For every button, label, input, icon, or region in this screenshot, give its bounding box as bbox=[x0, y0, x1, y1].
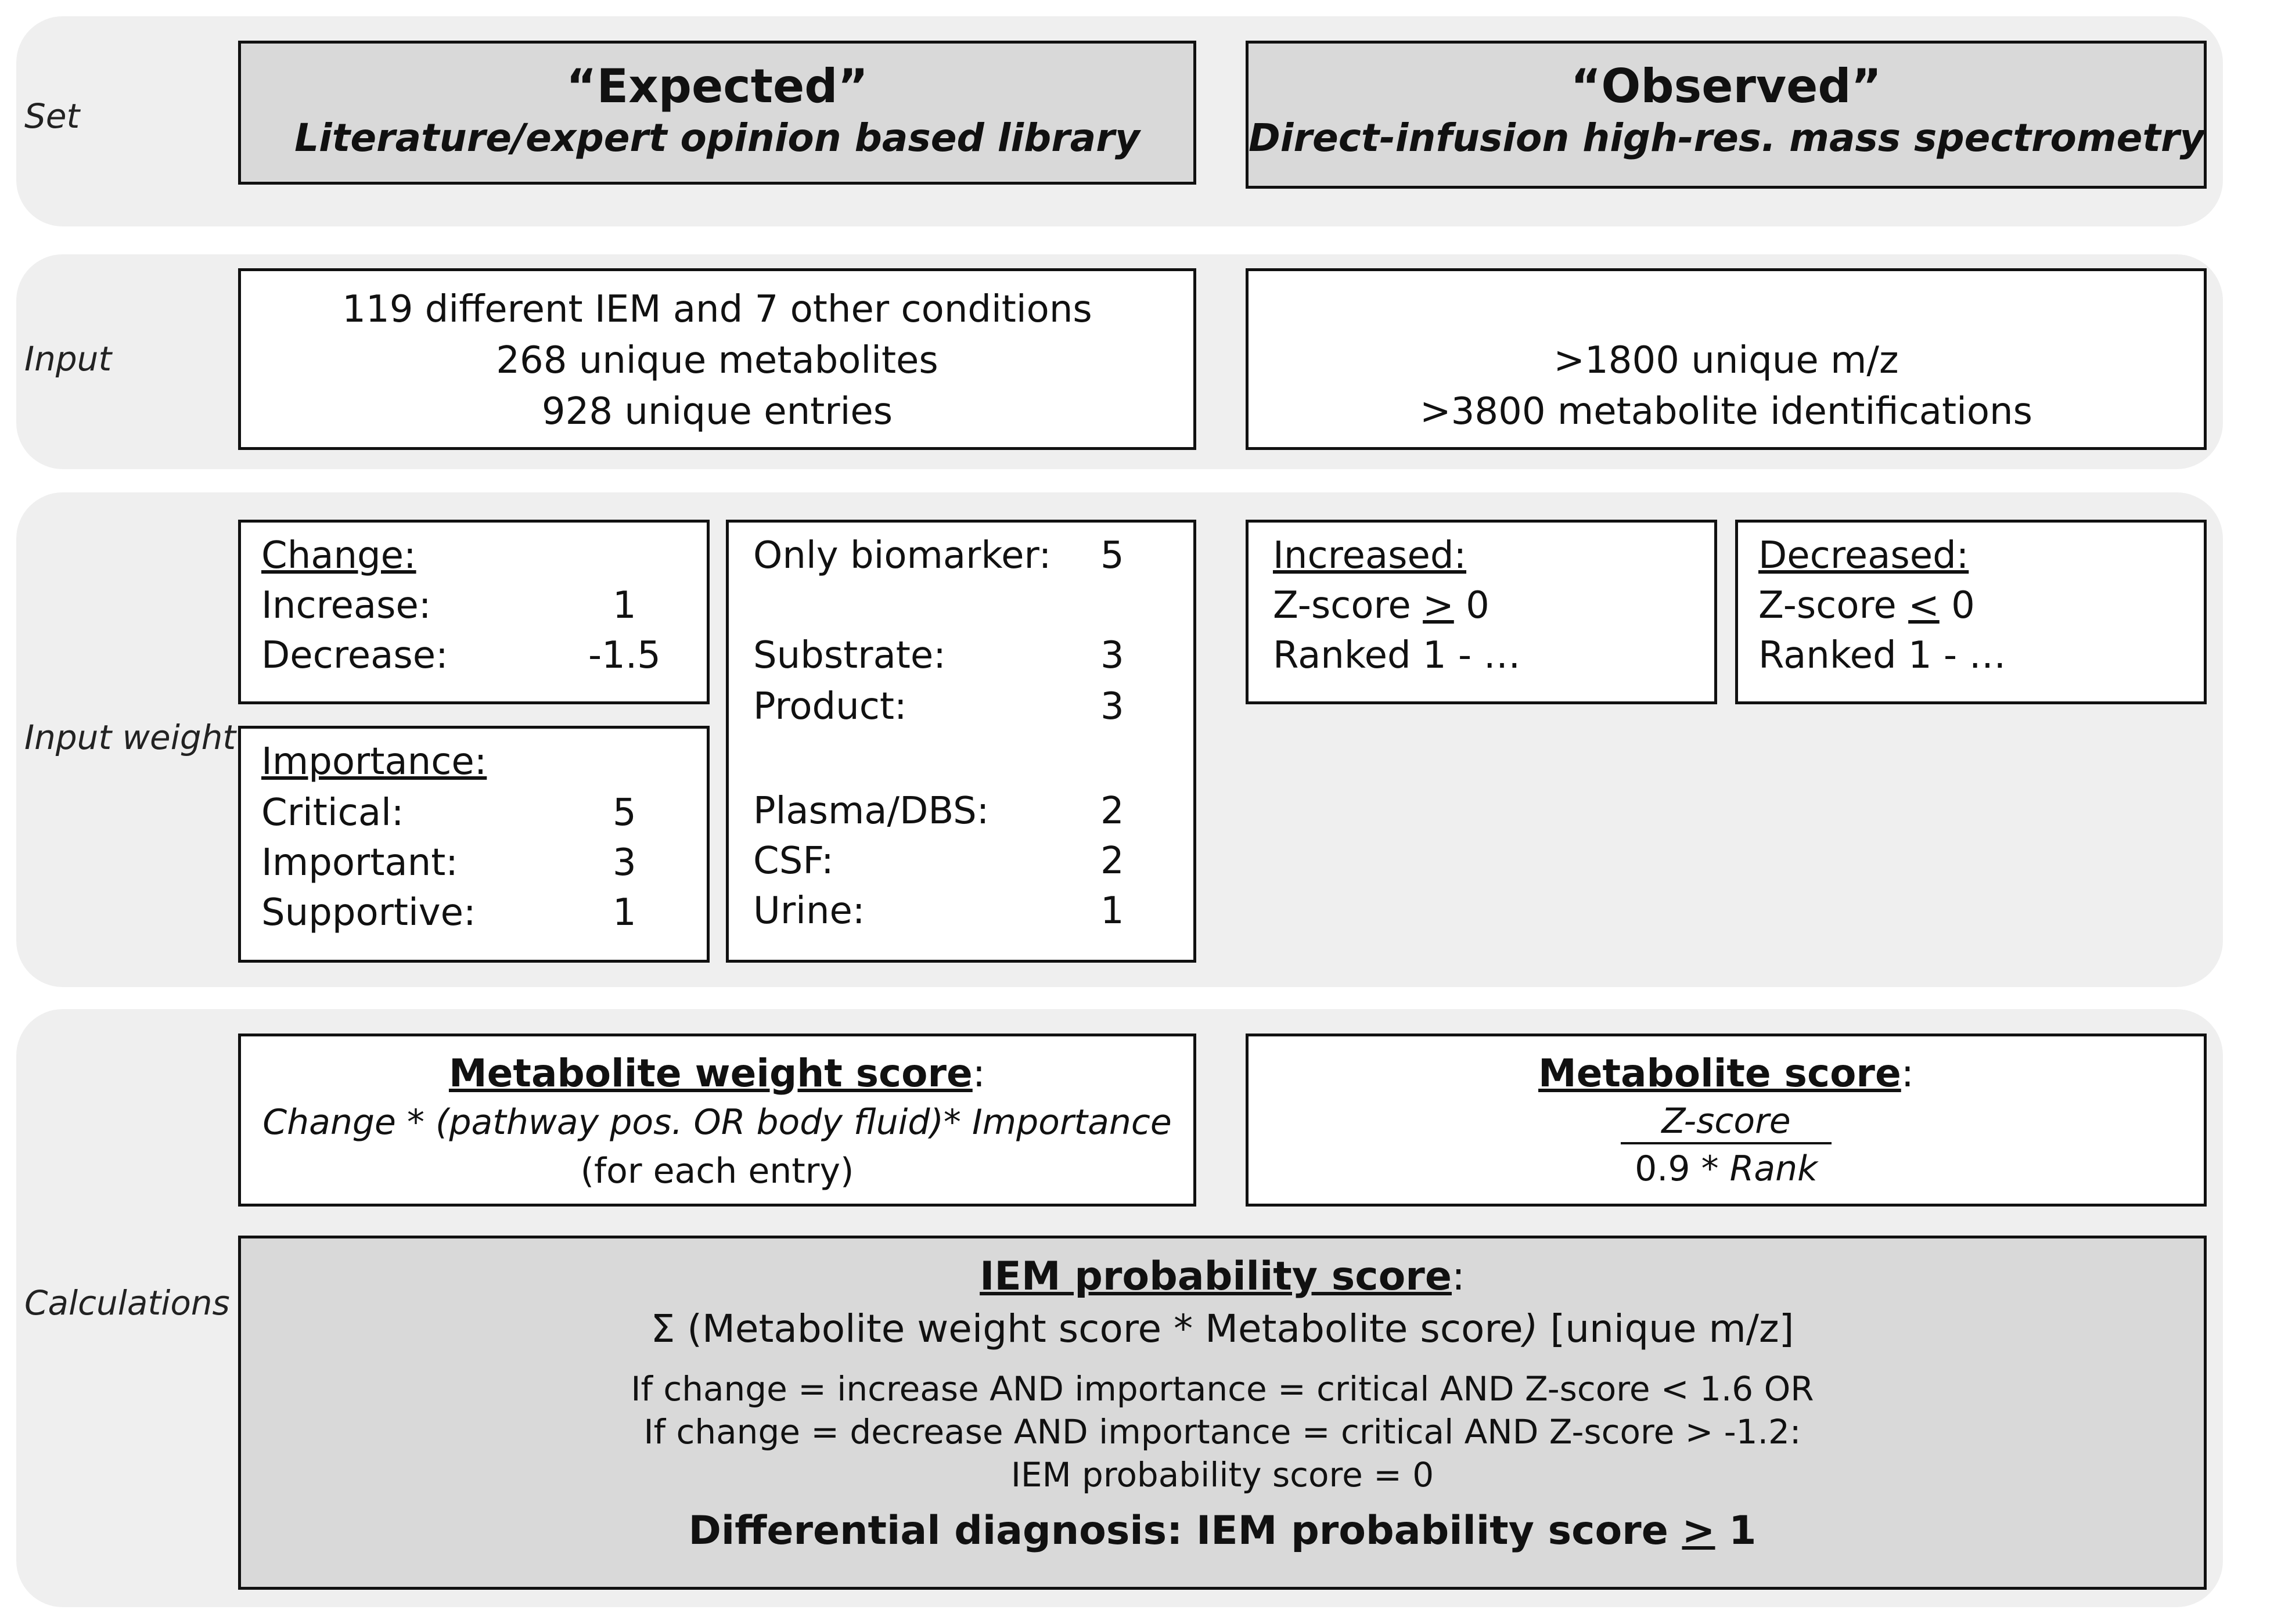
observed-subtitle: Direct-infusion high-res. mass spectrometry bbox=[1249, 116, 2205, 160]
mws-note: (for each entry) bbox=[580, 1151, 854, 1191]
change-weight-box bbox=[238, 520, 710, 704]
importance-item-value: 5 bbox=[613, 791, 636, 834]
expected-subtitle: Literature/expert opinion based library bbox=[294, 116, 1140, 160]
iem-rule-line: If change = decrease AND importance = critical AND Z-score > -1.2: bbox=[643, 1412, 1801, 1452]
metabolite-score-box bbox=[1246, 1034, 2207, 1207]
greater-equal-symbol: > bbox=[1682, 1508, 1715, 1554]
pathway-item-label: Only biomarker: bbox=[753, 534, 1052, 577]
increased-title: Increased: bbox=[1273, 534, 1467, 577]
importance-item-label: Critical: bbox=[261, 791, 404, 834]
observed-set-box bbox=[1246, 41, 2207, 189]
change-item-value: -1.5 bbox=[588, 634, 661, 677]
change-item-label: Decrease: bbox=[261, 634, 448, 677]
increased-box bbox=[1246, 520, 1717, 704]
observed-input-line: >1800 unique m/z bbox=[1553, 339, 1899, 382]
decreased-title: Decreased: bbox=[1758, 534, 1969, 577]
row-label-calculations: Calculations bbox=[24, 1283, 230, 1323]
decreased-zscore: Z-score < 0 bbox=[1758, 584, 1975, 627]
expected-input-box bbox=[238, 268, 1196, 450]
expected-input-line: 268 unique metabolites bbox=[496, 339, 938, 382]
pathway-item-label: Plasma/DBS: bbox=[753, 790, 990, 833]
importance-item-label: Important: bbox=[261, 841, 458, 884]
ms-heading: Metabolite score: bbox=[1538, 1051, 1914, 1096]
iem-probability-score-box bbox=[238, 1236, 2207, 1590]
row-label-set: Set bbox=[24, 96, 80, 136]
mws-heading: Metabolite weight score: bbox=[448, 1051, 986, 1096]
greater-equal-symbol: > bbox=[1423, 584, 1454, 627]
observed-input-box bbox=[1246, 268, 2207, 450]
expected-set-box bbox=[238, 41, 1196, 185]
iem-rule-line: IEM probability score = 0 bbox=[1010, 1455, 1434, 1495]
increased-ranked: Ranked 1 - … bbox=[1273, 634, 1521, 677]
pathway-item-value: 3 bbox=[1100, 634, 1124, 677]
observed-input-line: >3800 metabolite identifications bbox=[1420, 390, 2032, 433]
pathway-weight-box bbox=[726, 520, 1196, 963]
importance-item-value: 3 bbox=[613, 841, 636, 884]
less-equal-symbol: < bbox=[1908, 584, 1940, 627]
pathway-item-value: 3 bbox=[1100, 685, 1124, 728]
iem-title: IEM probability score bbox=[980, 1254, 1452, 1299]
expected-title: “Expected” bbox=[566, 59, 869, 113]
decreased-box bbox=[1735, 520, 2207, 704]
pathway-item-label: CSF: bbox=[753, 840, 834, 883]
pathway-item-label: Substrate: bbox=[753, 634, 946, 677]
increased-zscore: Z-score > 0 bbox=[1273, 584, 1490, 627]
iem-formula: Σ (Metabolite weight score * Metabolite score) [unique m/z] bbox=[650, 1306, 1794, 1351]
pathway-item-label: Urine: bbox=[753, 890, 865, 932]
pathway-item-value: 2 bbox=[1100, 840, 1124, 883]
mws-formula: Change * (pathway pos. OR body fluid)* Importance bbox=[262, 1102, 1172, 1143]
ms-denominator: 0.9 * Rank bbox=[1635, 1148, 1818, 1189]
ms-numerator: Z-score bbox=[1249, 1098, 2204, 1144]
importance-title: Importance: bbox=[261, 740, 487, 783]
change-title: Change: bbox=[261, 534, 416, 577]
row-label-input-weight: Input weight bbox=[24, 718, 236, 757]
pathway-item-value: 5 bbox=[1100, 534, 1124, 577]
decreased-ranked: Ranked 1 - … bbox=[1758, 634, 2006, 677]
iem-rule-line: If change = increase AND importance = critical AND Z-score < 1.6 OR bbox=[631, 1369, 1814, 1409]
pathway-item-label: Product: bbox=[753, 685, 907, 728]
change-item-value: 1 bbox=[613, 584, 636, 627]
pathway-item-value: 1 bbox=[1100, 890, 1124, 932]
importance-item-label: Supportive: bbox=[261, 891, 476, 934]
iem-heading: IEM probability score: bbox=[980, 1254, 1465, 1299]
ms-title: Metabolite score bbox=[1538, 1051, 1901, 1096]
observed-title: “Observed” bbox=[1570, 59, 1882, 113]
pathway-item-value: 2 bbox=[1100, 790, 1124, 833]
row-label-input: Input bbox=[24, 339, 112, 379]
importance-item-value: 1 bbox=[613, 891, 636, 934]
mws-title: Metabolite weight score bbox=[448, 1051, 973, 1096]
differential-diagnosis: Differential diagnosis: IEM probability score > 1 bbox=[688, 1508, 1757, 1554]
metabolite-weight-score-box bbox=[238, 1034, 1196, 1207]
expected-input-line: 119 different IEM and 7 other conditions bbox=[342, 288, 1092, 331]
importance-weight-box bbox=[238, 726, 710, 963]
expected-input-line: 928 unique entries bbox=[541, 390, 893, 433]
change-item-label: Increase: bbox=[261, 584, 431, 627]
